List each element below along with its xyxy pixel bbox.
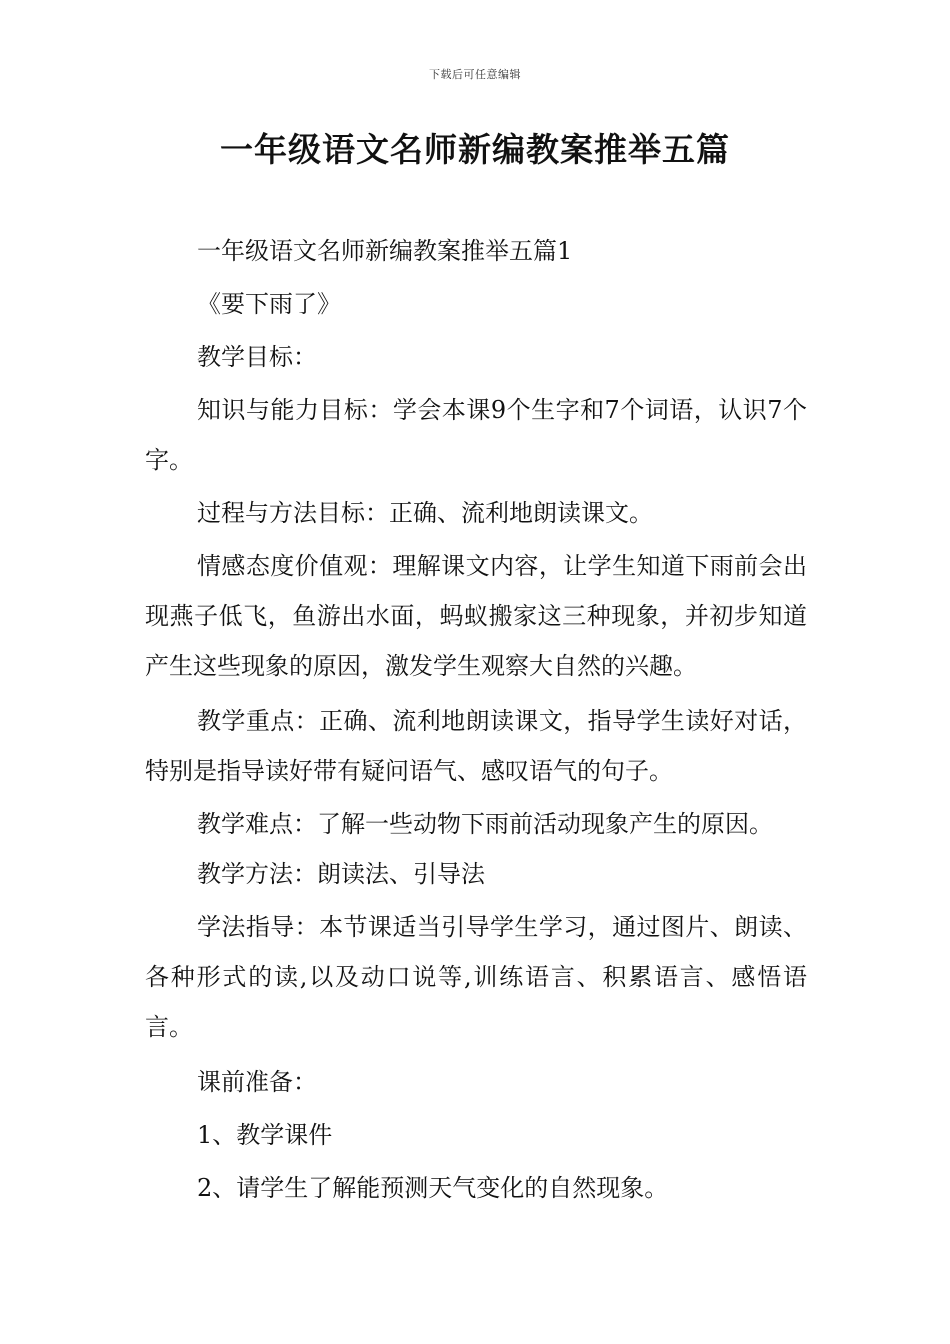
- paragraph-knowledge-goal: 知识与能力目标：学会本课9个生字和7个词语，认识7个字。: [145, 396, 807, 474]
- paragraph-preparation-heading: 课前准备：: [197, 1068, 317, 1096]
- document-title: 一年级语文名师新编教案推举五篇: [220, 130, 730, 169]
- document-body: [145, 226, 807, 1213]
- page-header-note: 下载后可任意编辑: [429, 68, 521, 81]
- paragraph-emotion-goal: 情感态度价值观：理解课文内容，让学生知道下雨前会出现燕子低飞，鱼游出水面，蚂蚁搬家这三种现象，并初步知道产生这些现象的原因，激发学生观察大自然的兴趣。: [145, 552, 807, 680]
- paragraph-method: 教学方法：朗读法、引导法: [197, 860, 485, 888]
- paragraph-study-guide: 学法指导：本节课适当引导学生学习，通过图片、朗读、各种形式的读,以及动口说等,训练语言、积累语言、感悟语言。: [145, 913, 807, 1041]
- section-heading: 一年级语文名师新编教案推举五篇1: [197, 237, 573, 265]
- paragraph-difficulty: 教学难点：了解一些动物下雨前活动现象产生的原因。: [197, 810, 773, 838]
- paragraph-objectives-heading: 教学目标：: [197, 343, 317, 371]
- list-item-weather-phenomena: 2、请学生了解能预测天气变化的自然现象。: [197, 1174, 669, 1202]
- lesson-title: 《要下雨了》: [197, 290, 341, 318]
- paragraph-key-point: 教学重点：正确、流利地朗读课文，指导学生读好对话，特别是指导读好带有疑问语气、感叹语气的句子。: [145, 707, 807, 785]
- paragraph-process-goal: 过程与方法目标：正确、流利地朗读课文。: [197, 499, 653, 527]
- list-item-courseware: 1、教学课件: [197, 1121, 333, 1149]
